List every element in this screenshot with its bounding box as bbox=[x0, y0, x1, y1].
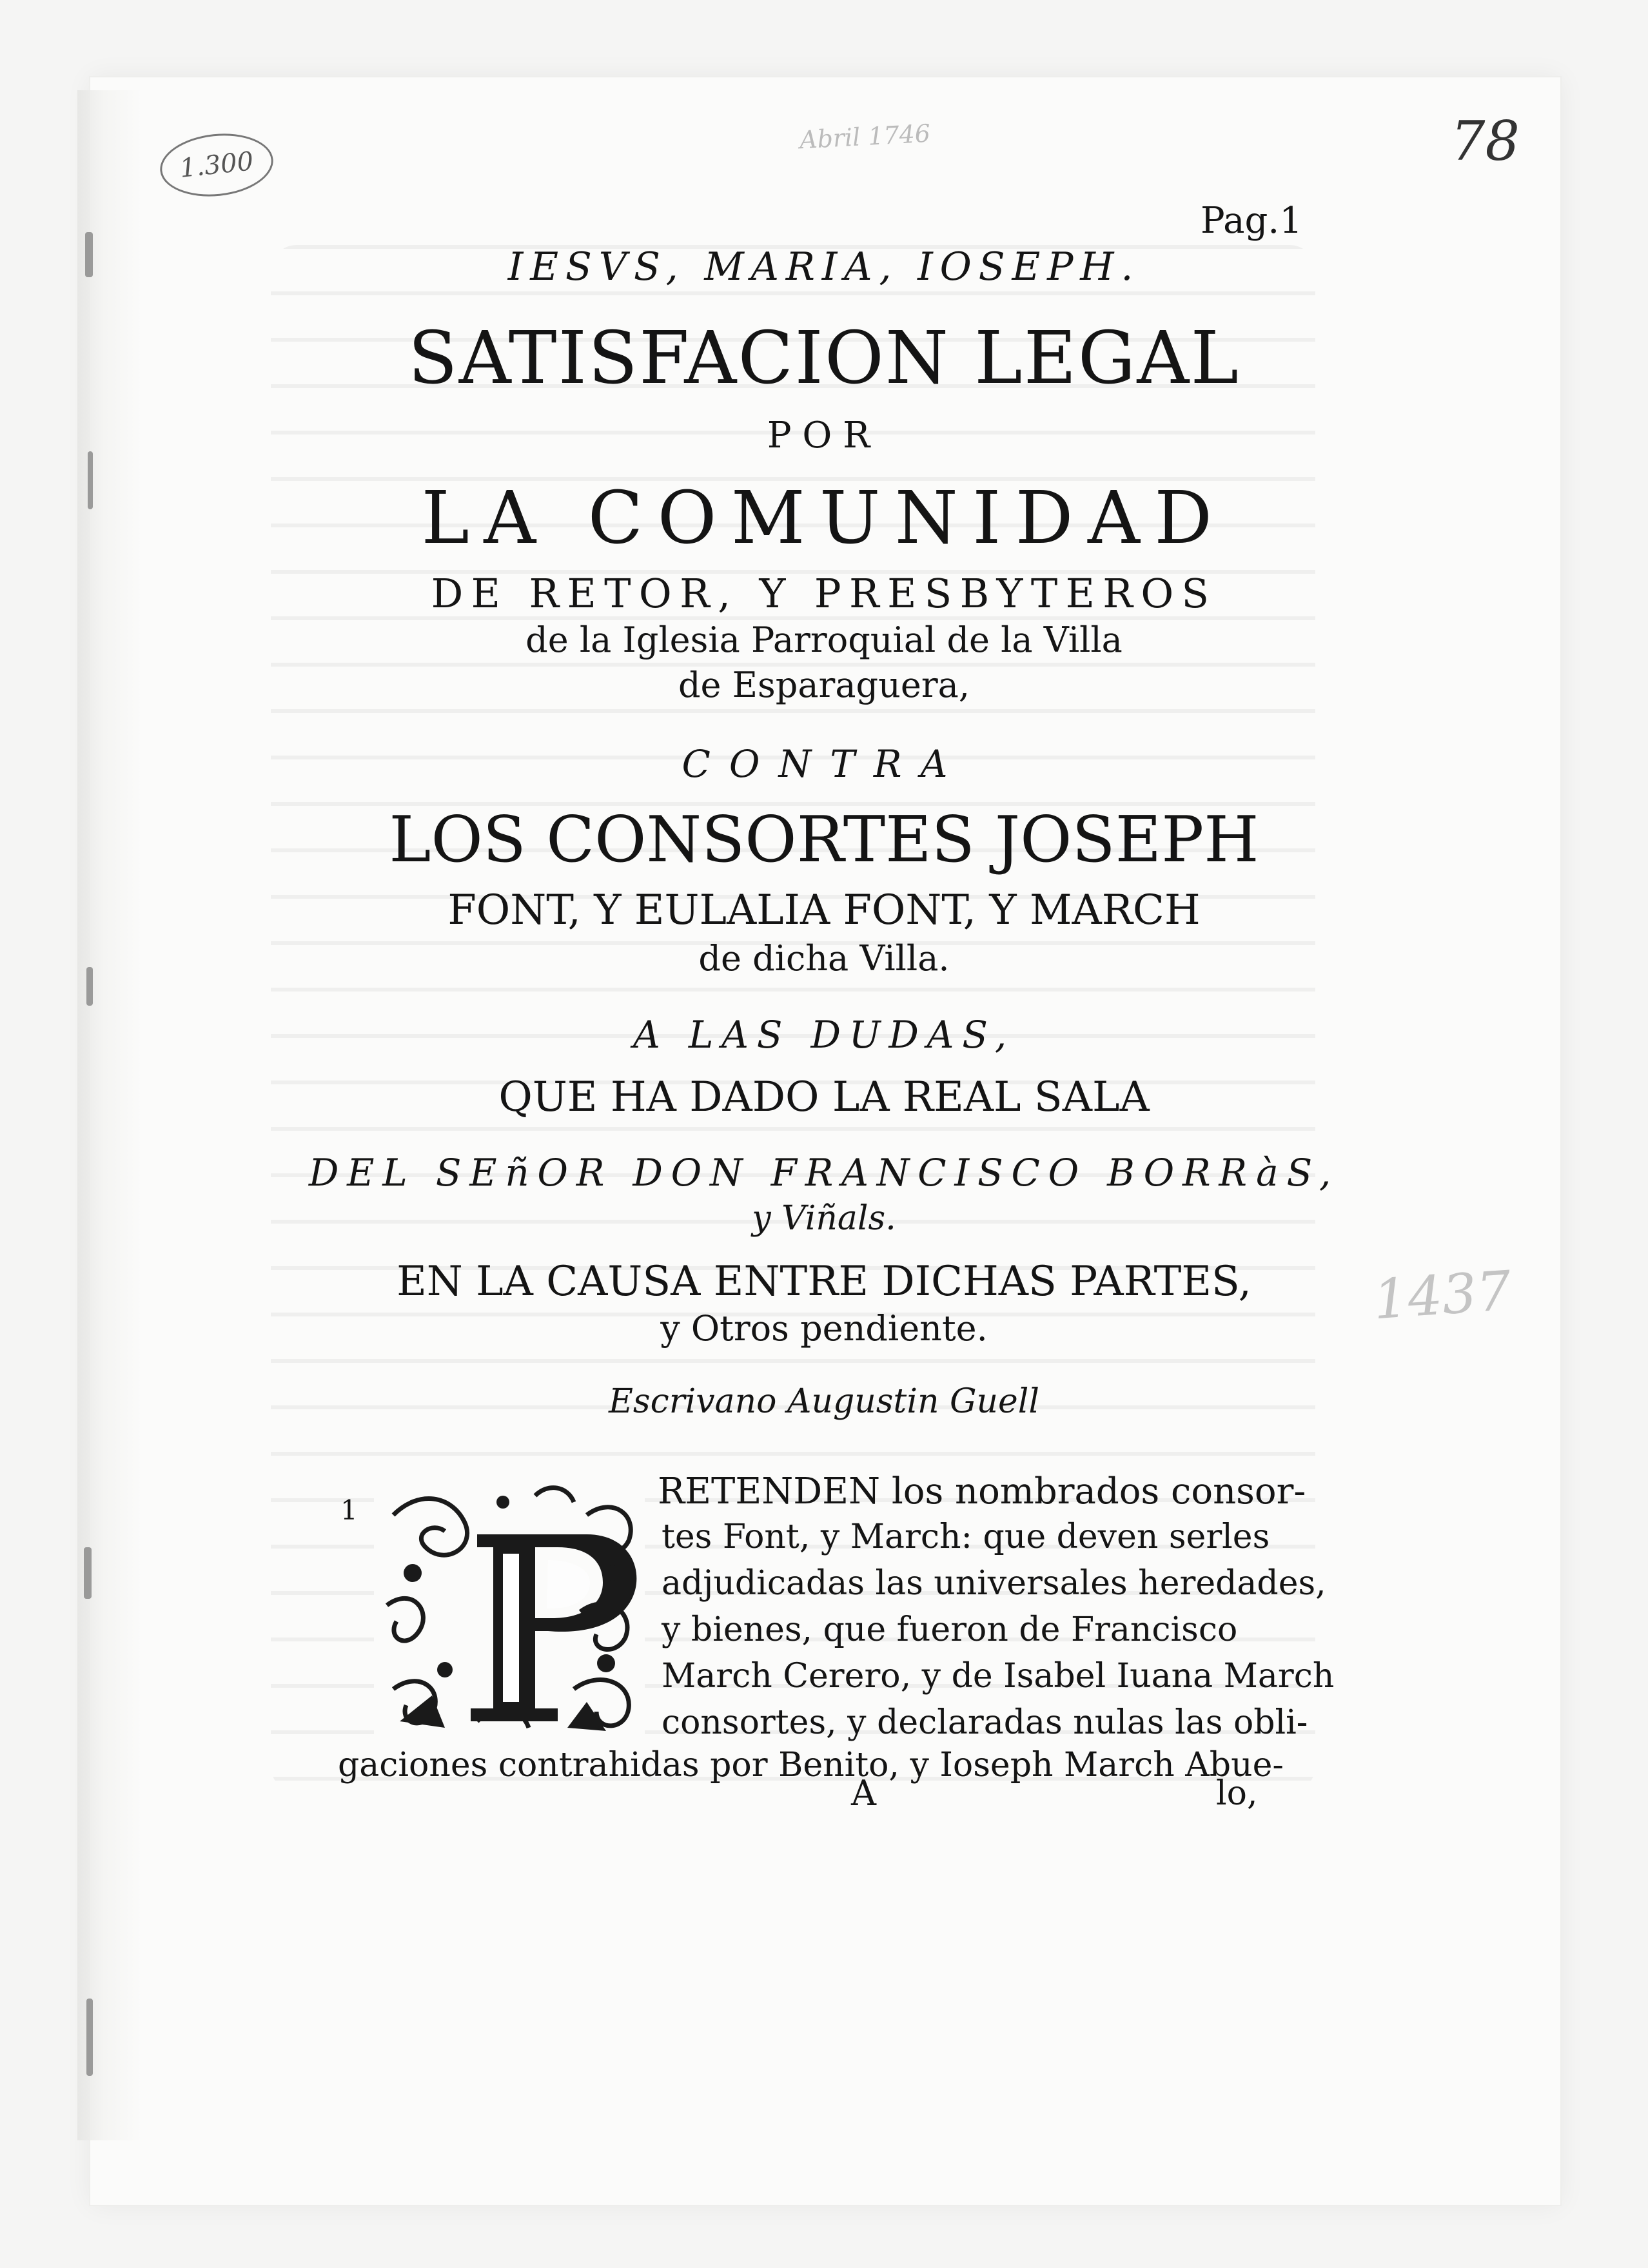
decorated-initial-icon bbox=[374, 1476, 645, 1741]
archive-stamp: 1.300 bbox=[157, 128, 276, 202]
title-senor: DEL SEñOR DON FRANCISCO BORRàS, bbox=[308, 1151, 1340, 1195]
body-line: tes Font, y March: que deven serles bbox=[662, 1518, 1270, 1556]
folio-number: 78 bbox=[1451, 110, 1520, 173]
decorated-initial bbox=[374, 1476, 645, 1741]
title-font: FONT, Y EULALIA FONT, Y MARCH bbox=[447, 886, 1201, 934]
title-vinals: y Viñals. bbox=[752, 1199, 896, 1238]
body-line: y bienes, que fueron de Francisco bbox=[662, 1610, 1238, 1649]
signature-mark: A bbox=[851, 1773, 876, 1813]
title-causa: EN LA CAUSA ENTRE DICHAS PARTES, bbox=[397, 1258, 1251, 1305]
title-retor: DE RETOR, Y PRESBYTEROS bbox=[431, 570, 1217, 617]
title-consortes: LOS CONSORTES JOSEPH bbox=[389, 803, 1259, 877]
title-por: POR bbox=[767, 415, 881, 456]
edge-mark bbox=[84, 1547, 92, 1599]
faint-top-note: Abril 1746 bbox=[798, 119, 932, 155]
edge-mark bbox=[86, 1999, 93, 2076]
title-sala: QUE HA DADO LA REAL SALA bbox=[498, 1073, 1150, 1121]
title-comunidad: LA COMUNIDAD bbox=[421, 476, 1227, 560]
title-escrivano: Escrivano Augustin Guell bbox=[608, 1382, 1040, 1421]
faint-marginal-note: 1437 bbox=[1371, 1258, 1513, 1332]
body-line: consortes, y declaradas nulas las obli- bbox=[662, 1703, 1308, 1742]
title-dicha: de dicha Villa. bbox=[698, 938, 950, 979]
document-title: SATISFACION LEGAL bbox=[407, 317, 1241, 400]
body-line: adjudicadas las universales heredades, bbox=[662, 1564, 1326, 1603]
body-line: RETENDEN los nombrados consor- bbox=[658, 1471, 1306, 1512]
title-dudas: A LAS DUDAS, bbox=[633, 1013, 1015, 1057]
catchword: lo, bbox=[1216, 1774, 1258, 1813]
title-iglesia: de la Iglesia Parroquial de la Villa bbox=[525, 620, 1123, 660]
page-label: Pag.1 bbox=[1201, 200, 1302, 242]
title-villa: de Esparaguera, bbox=[678, 665, 970, 705]
body-line: gaciones contrahidas por Benito, y Ioseph March Abue- bbox=[338, 1746, 1284, 1784]
title-otros: y Otros pendiente. bbox=[660, 1308, 988, 1349]
paragraph-number: 1 bbox=[340, 1494, 358, 1526]
title-contra: CONTRA bbox=[682, 742, 966, 786]
invocation: IESVS, MARIA, IOSEPH. bbox=[507, 244, 1141, 289]
body-line: March Cerero, y de Isabel Iuana March bbox=[662, 1657, 1335, 1696]
